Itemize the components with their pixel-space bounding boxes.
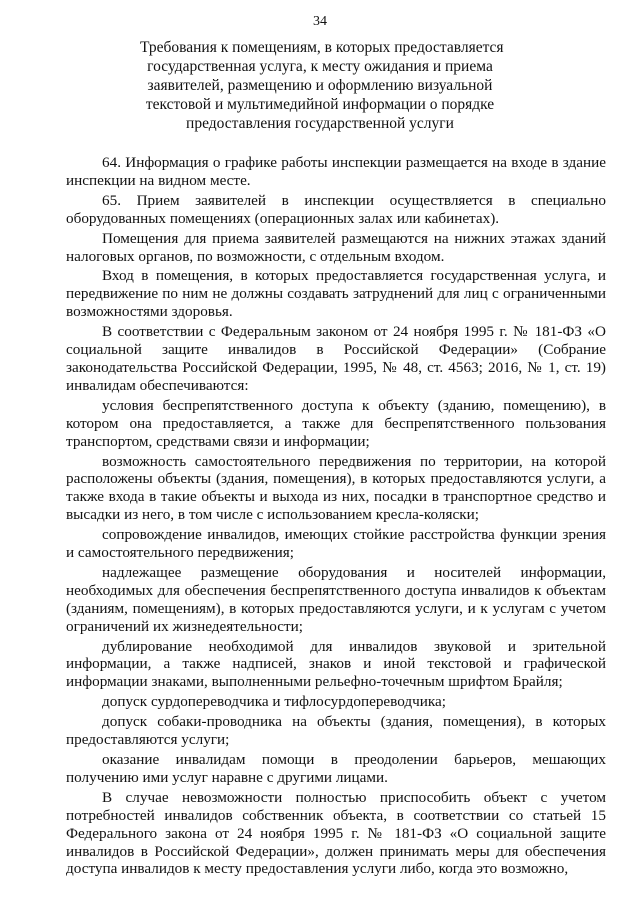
paragraph-premises-location: Помещения для приема заявителей размещаются на нижних этажах зданий налоговых органов, по возможности, с отдельным входом.: [66, 229, 606, 265]
page-number: 34: [313, 14, 327, 29]
list-item-equipment-placement: надлежащее размещение оборудования и носителей информации, необходимых для обеспечения беспрепятственного доступа инвалидов к объектам (зданиям, помещениям), в которых предоставляются услуги, и к услугам с учетом ограничений их жизнедеятельности;: [66, 563, 606, 635]
title-line: предоставления государственной услуги: [186, 115, 454, 132]
body-text: [66, 154, 606, 878]
paragraph-64: 64. Информация о графике работы инспекции размещается на входе в здание инспекции на видном месте.: [66, 154, 606, 189]
list-item-escort: сопровождение инвалидов, имеющих стойкие расстройства функции зрения и самостоятельного передвижения;: [66, 526, 606, 562]
title-line: текстовой и мультимедийной информации о порядке: [145, 96, 495, 113]
paragraph-entrance-access: Вход в помещения, в которых предоставляется государственная услуга, и передвижение по ним не должны создавать затруднений для лиц с ограниченными возможностями здоровья.: [66, 267, 606, 321]
paragraph-federal-law: В соответствии с Федеральным законом от 24 ноября 1995 г. № 181-ФЗ «О социальной защите инвалидов в Российской Федерации» (Собрание законодательства Российской Федерации, 1995, № 48, ст. 4563; 2016, № 1, ст. 19) инвалидам обеспечиваются:: [66, 323, 606, 394]
paragraph-impossibility-case: В случае невозможности полностью приспособить объект с учетом потребностей инвалидов собственник объекта, в соответствии со статьей 15 Федерального закона от 24 ноября 1995 г. № 181-ФЗ «О социальной защите инвалидов в Российской Федерации», должен принимать меры для обеспечения доступа инвалидов к месту предоставления услуги либо, когда это возможно,: [66, 788, 606, 878]
list-item-assistance: оказание инвалидам помощи в преодолении барьеров, мешающих получению ими услуг наравне с другими лицами.: [66, 751, 606, 786]
title-line: заявителей, размещению и оформлению визуальной: [147, 77, 493, 94]
list-item-independent-movement: возможность самостоятельного передвижения по территории, на которой расположены объекты (здания, помещения), в которых предоставляются услуги, а также входа в такие объекты и выхода из них, посадки в транспортное средство и высадки из него, в том числе с использованием кресла-коляски;: [66, 452, 606, 524]
title-line: государственная услуга, к месту ожидания и приема: [147, 58, 493, 75]
title-line: Требования к помещениям, в которых предоставляется: [140, 39, 504, 56]
section-title: [140, 38, 504, 133]
paragraph-65: 65. Прием заявителей в инспекции осуществляется в специально оборудованных помещениях (операционных залах или кабинетах).: [66, 191, 606, 227]
list-item-braille-duplication: дублирование необходимой для инвалидов звуковой и зрительной информации, а также надписей, знаков и иной текстовой и графической информации знаками, выполненными рельефно-точечным шрифтом Брайля;: [66, 637, 606, 691]
list-item-sign-interpreter: допуск сурдопереводчика и тифлосурдопереводчика;: [102, 693, 446, 711]
list-item-access-conditions: условия беспрепятственного доступа к объекту (зданию, помещению), в котором она предоставляется, а также для беспрепятственного пользования транспортом, средствами связи и информации;: [66, 396, 606, 450]
list-item-guide-dog: допуск собаки-проводника на объекты (здания, помещения), в которых предоставляются услуги;: [66, 713, 606, 749]
